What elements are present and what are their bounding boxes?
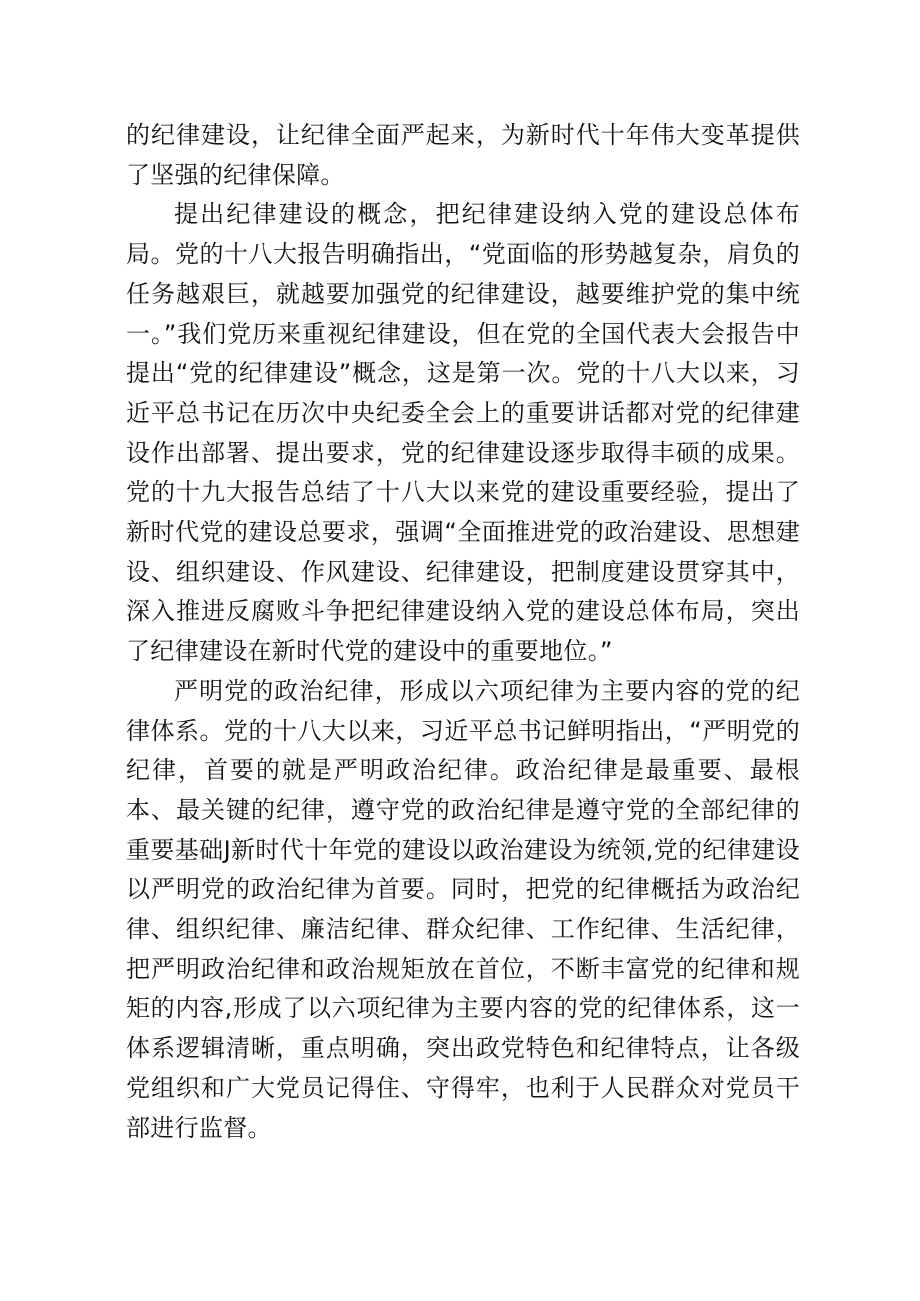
paragraph-political-discipline: 严明党的政治纪律，形成以六项纪律为主要内容的党的纪律体系。党的十八大以来，习近平总书记鲜明指出，“严明党的纪律，首要的就是严明政治纪律。政治纪律是最重要、最根本、最关键的纪律，遵守党的政治纪律是遵守党的全部纪律的重要基础J新时代十年党的建设以政治建设为统领,党的纪律建设以严明党的政治纪律为首要。同时，把党的纪律概括为政治纪律、组织纪律、廉洁纪律、群众纪律、工作纪律、生活纪律，把严明政治纪律和政治规矩放在首位，不断丰富党的纪律和规矩的内容,形成了以六项纪律为主要内容的党的纪律体系，这一体系逻辑清晰，重点明确，突出政党特色和纪律特点，让各级党组织和广大党员记得住、守得牢，也利于人民群众对党员干部进行监督。 — [126, 676, 800, 1142]
paragraph-discipline-concept: 提出纪律建设的概念，把纪律建设纳入党的建设总体布局。党的十八大报告明确指出，“党面临的形势越复杂，肩负的任务越艰巨，就越要加强党的纪律建设，越要维护党的集中统一。”我们党历来重视纪律建设，但在党的全国代表大会报告中提出“党的纪律建设”概念，这是第一次。党的十八大以来，习近平总书记在历次中央纪委全会上的重要讲话都对党的纪律建设作出部署、提出要求，党的纪律建设逐步取得丰硕的成果。党的十九大报告总结了十八大以来党的建设重要经验，提出了新时代党的建设总要求，强调“全面推进党的政治建设、思想建设、组织建设、作风建设、纪律建设，把制度建设贯穿其中，深入推进反腐败斗争把纪律建设纳入党的建设总体布局，突出了纪律建设在新时代党的建设中的重要地位。” — [126, 200, 800, 666]
body-text — [126, 116, 800, 1148]
paragraph-continuation: 的纪律建设，让纪律全面严起来，为新时代十年伟大变革提供了坚强的纪律保障。 — [126, 121, 800, 189]
